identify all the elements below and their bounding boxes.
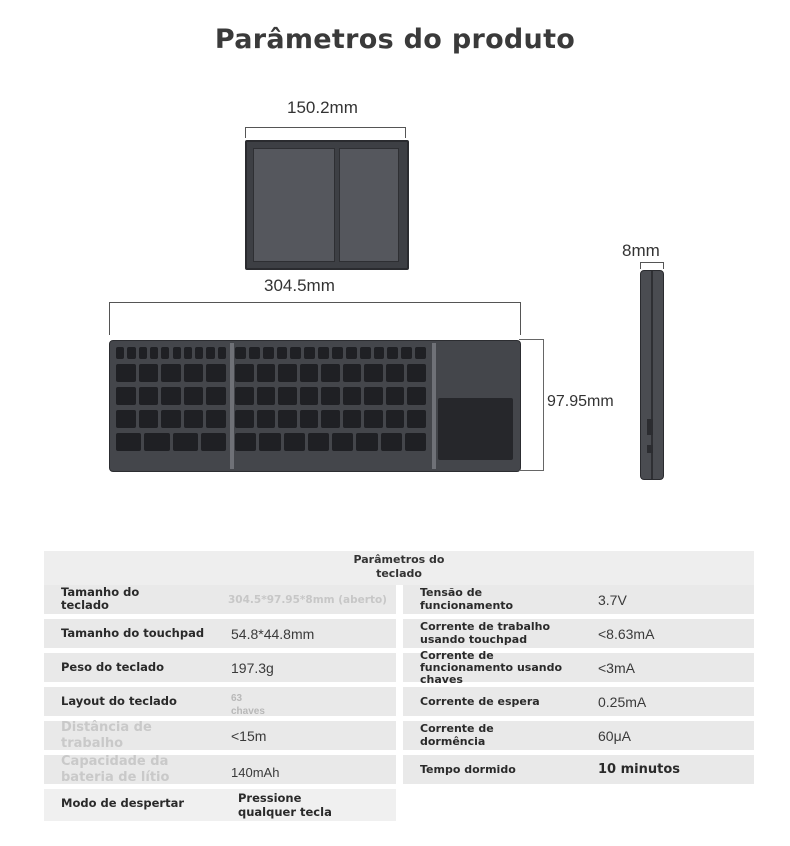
keyboard-key: [263, 347, 274, 359]
keyboard-key: [364, 387, 383, 405]
keyboard-key: [356, 433, 377, 451]
row-label: Corrente de trabalho usando touchpad: [420, 620, 551, 646]
keyboard-key: [300, 387, 319, 405]
row-label: Corrente de funcionamento usando chaves: [420, 649, 563, 686]
row-label: Tensão de funcionamento: [420, 586, 514, 612]
row-value: <3mA: [598, 660, 635, 676]
keyboard-key: [321, 387, 340, 405]
keyboard-key: [235, 387, 254, 405]
keyboard-key: [300, 410, 319, 428]
keyboard-key: [364, 364, 383, 382]
keyboard-key: [139, 364, 159, 382]
table-row: [44, 721, 396, 750]
keyboard-key: [144, 433, 169, 451]
keyboard-key: [386, 364, 405, 382]
table-row: [403, 755, 754, 784]
keyboard-key: [206, 347, 214, 359]
keyboard-key: [259, 433, 280, 451]
keyboard-key: [139, 347, 147, 359]
keyboard-key: [235, 364, 254, 382]
keyboard-key: [405, 433, 426, 451]
keyboard-key: [184, 410, 204, 428]
keyboard-key: [206, 387, 226, 405]
keyboard-key: [206, 410, 226, 428]
page-title: Parâmetros do produto: [214, 24, 576, 55]
keyboard-key: [161, 347, 169, 359]
keyboard-key: [257, 387, 276, 405]
keyboard-key: [387, 347, 398, 359]
row-value: 63 chaves: [231, 693, 265, 717]
keyboard-key: [201, 433, 226, 451]
keyboard-key: [284, 433, 305, 451]
keyboard-key: [257, 410, 276, 428]
folded-keyboard-image: [245, 140, 409, 270]
row-label: Corrente de espera: [420, 695, 540, 708]
keyboard-key: [308, 433, 329, 451]
keyboard-key: [407, 364, 426, 382]
keyboard-key: [161, 410, 181, 428]
table-row: [44, 653, 396, 682]
depth-bottom-line: [519, 470, 544, 471]
keyboard-key: [139, 387, 159, 405]
keyboard-key: [195, 347, 203, 359]
table-row: [403, 721, 754, 750]
keyboard-key: [386, 410, 405, 428]
keyboard-key: [116, 364, 136, 382]
row-value: 54.8*44.8mm: [231, 626, 315, 642]
keyboard-key: [206, 364, 226, 382]
row-label: Modo de despertar: [61, 796, 185, 810]
row-value: 60μA: [598, 728, 631, 744]
keyboard-key: [116, 410, 136, 428]
keyboard-key: [332, 433, 353, 451]
row-label: Capacidade da bateria de lítio: [61, 754, 170, 785]
table-row: [44, 789, 396, 821]
keyboard-key: [218, 347, 226, 359]
keyboard-key: [184, 347, 192, 359]
open-width-label: 304.5mm: [264, 276, 335, 295]
row-value: 140mAh: [231, 765, 280, 780]
keyboard-key: [374, 347, 385, 359]
keyboard-key: [415, 347, 426, 359]
table-row: [44, 619, 396, 648]
keyboard-key: [173, 347, 181, 359]
keyboard-key: [386, 387, 405, 405]
depth-vertical-line: [543, 339, 544, 470]
row-value: 197.3g: [231, 660, 274, 676]
keyboard-key: [116, 433, 141, 451]
keyboard-key: [116, 347, 124, 359]
keyboard-key: [127, 347, 135, 359]
keyboard-key: [277, 347, 288, 359]
keyboard-key: [150, 347, 158, 359]
keyboard-key: [332, 347, 343, 359]
keyboard-key: [381, 433, 402, 451]
folded-width-label: 150.2mm: [287, 98, 358, 117]
keyboard-key: [401, 347, 412, 359]
keyboard-key: [235, 347, 246, 359]
touchpad-image: [438, 398, 513, 460]
keyboard-key: [407, 410, 426, 428]
row-label: Tempo dormido: [420, 763, 516, 776]
keyboard-key: [278, 387, 297, 405]
row-label: Peso do teclado: [61, 660, 165, 674]
thickness-label: 8mm: [622, 241, 660, 260]
table-row: [403, 619, 754, 648]
row-label: Tamanho do touchpad: [61, 626, 205, 640]
keyboard-hinge: [230, 343, 234, 469]
keyboard-key: [321, 410, 340, 428]
row-value: <15m: [231, 728, 267, 744]
keyboard-key: [343, 387, 362, 405]
keyboard-key: [343, 364, 362, 382]
keyboard-key: [139, 410, 159, 428]
keyboard-hinge: [432, 343, 436, 469]
depth-top-line: [519, 339, 544, 340]
keyboard-side-view-image: [640, 270, 664, 480]
row-value: Pressione qualquer tecla: [238, 791, 332, 819]
folded-width-bracket: [245, 127, 406, 138]
table-row: [44, 755, 396, 784]
keyboard-key: [184, 387, 204, 405]
keyboard-key: [290, 347, 301, 359]
keyboard-key: [161, 387, 181, 405]
table-row: [44, 687, 396, 716]
keyboard-key: [360, 347, 371, 359]
keyboard-key: [304, 347, 315, 359]
keyboard-key: [278, 364, 297, 382]
row-value: <8.63mA: [598, 626, 655, 642]
table-row: [403, 585, 754, 614]
row-label: Distância de trabalho: [61, 720, 152, 751]
keyboard-key: [300, 364, 319, 382]
table-row: [403, 649, 754, 686]
row-value: 10 minutos: [598, 762, 681, 777]
keyboard-key: [364, 410, 383, 428]
row-label: Layout do teclado: [61, 694, 177, 708]
keyboard-key: [173, 433, 198, 451]
keyboard-key: [116, 387, 136, 405]
keyboard-key: [235, 410, 254, 428]
table-row: [403, 687, 754, 716]
keyboard-key: [318, 347, 329, 359]
row-value: 304.5*97.95*8mm (aberto): [228, 594, 387, 606]
keyboard-key: [249, 347, 260, 359]
row-label: Tamanho do teclado: [61, 585, 140, 612]
keyboard-key: [321, 364, 340, 382]
table-header-text: Parâmetros do teclado: [353, 553, 445, 580]
keyboard-key: [235, 433, 256, 451]
table-row: [44, 585, 396, 614]
keyboard-key: [278, 410, 297, 428]
row-value: 0.25mA: [598, 694, 647, 710]
thickness-bracket: [640, 262, 664, 269]
keyboard-key: [343, 410, 362, 428]
open-width-bracket: [109, 302, 521, 335]
row-value: 3.7V: [598, 592, 627, 608]
table-header: [44, 551, 754, 585]
keyboard-key: [257, 364, 276, 382]
depth-label: 97.95mm: [547, 393, 614, 410]
keyboard-key: [161, 364, 181, 382]
row-label: Corrente de dormência: [420, 722, 494, 748]
keyboard-key: [346, 347, 357, 359]
parameters-table: [44, 551, 754, 823]
keyboard-key: [407, 387, 426, 405]
keyboard-key: [184, 364, 204, 382]
